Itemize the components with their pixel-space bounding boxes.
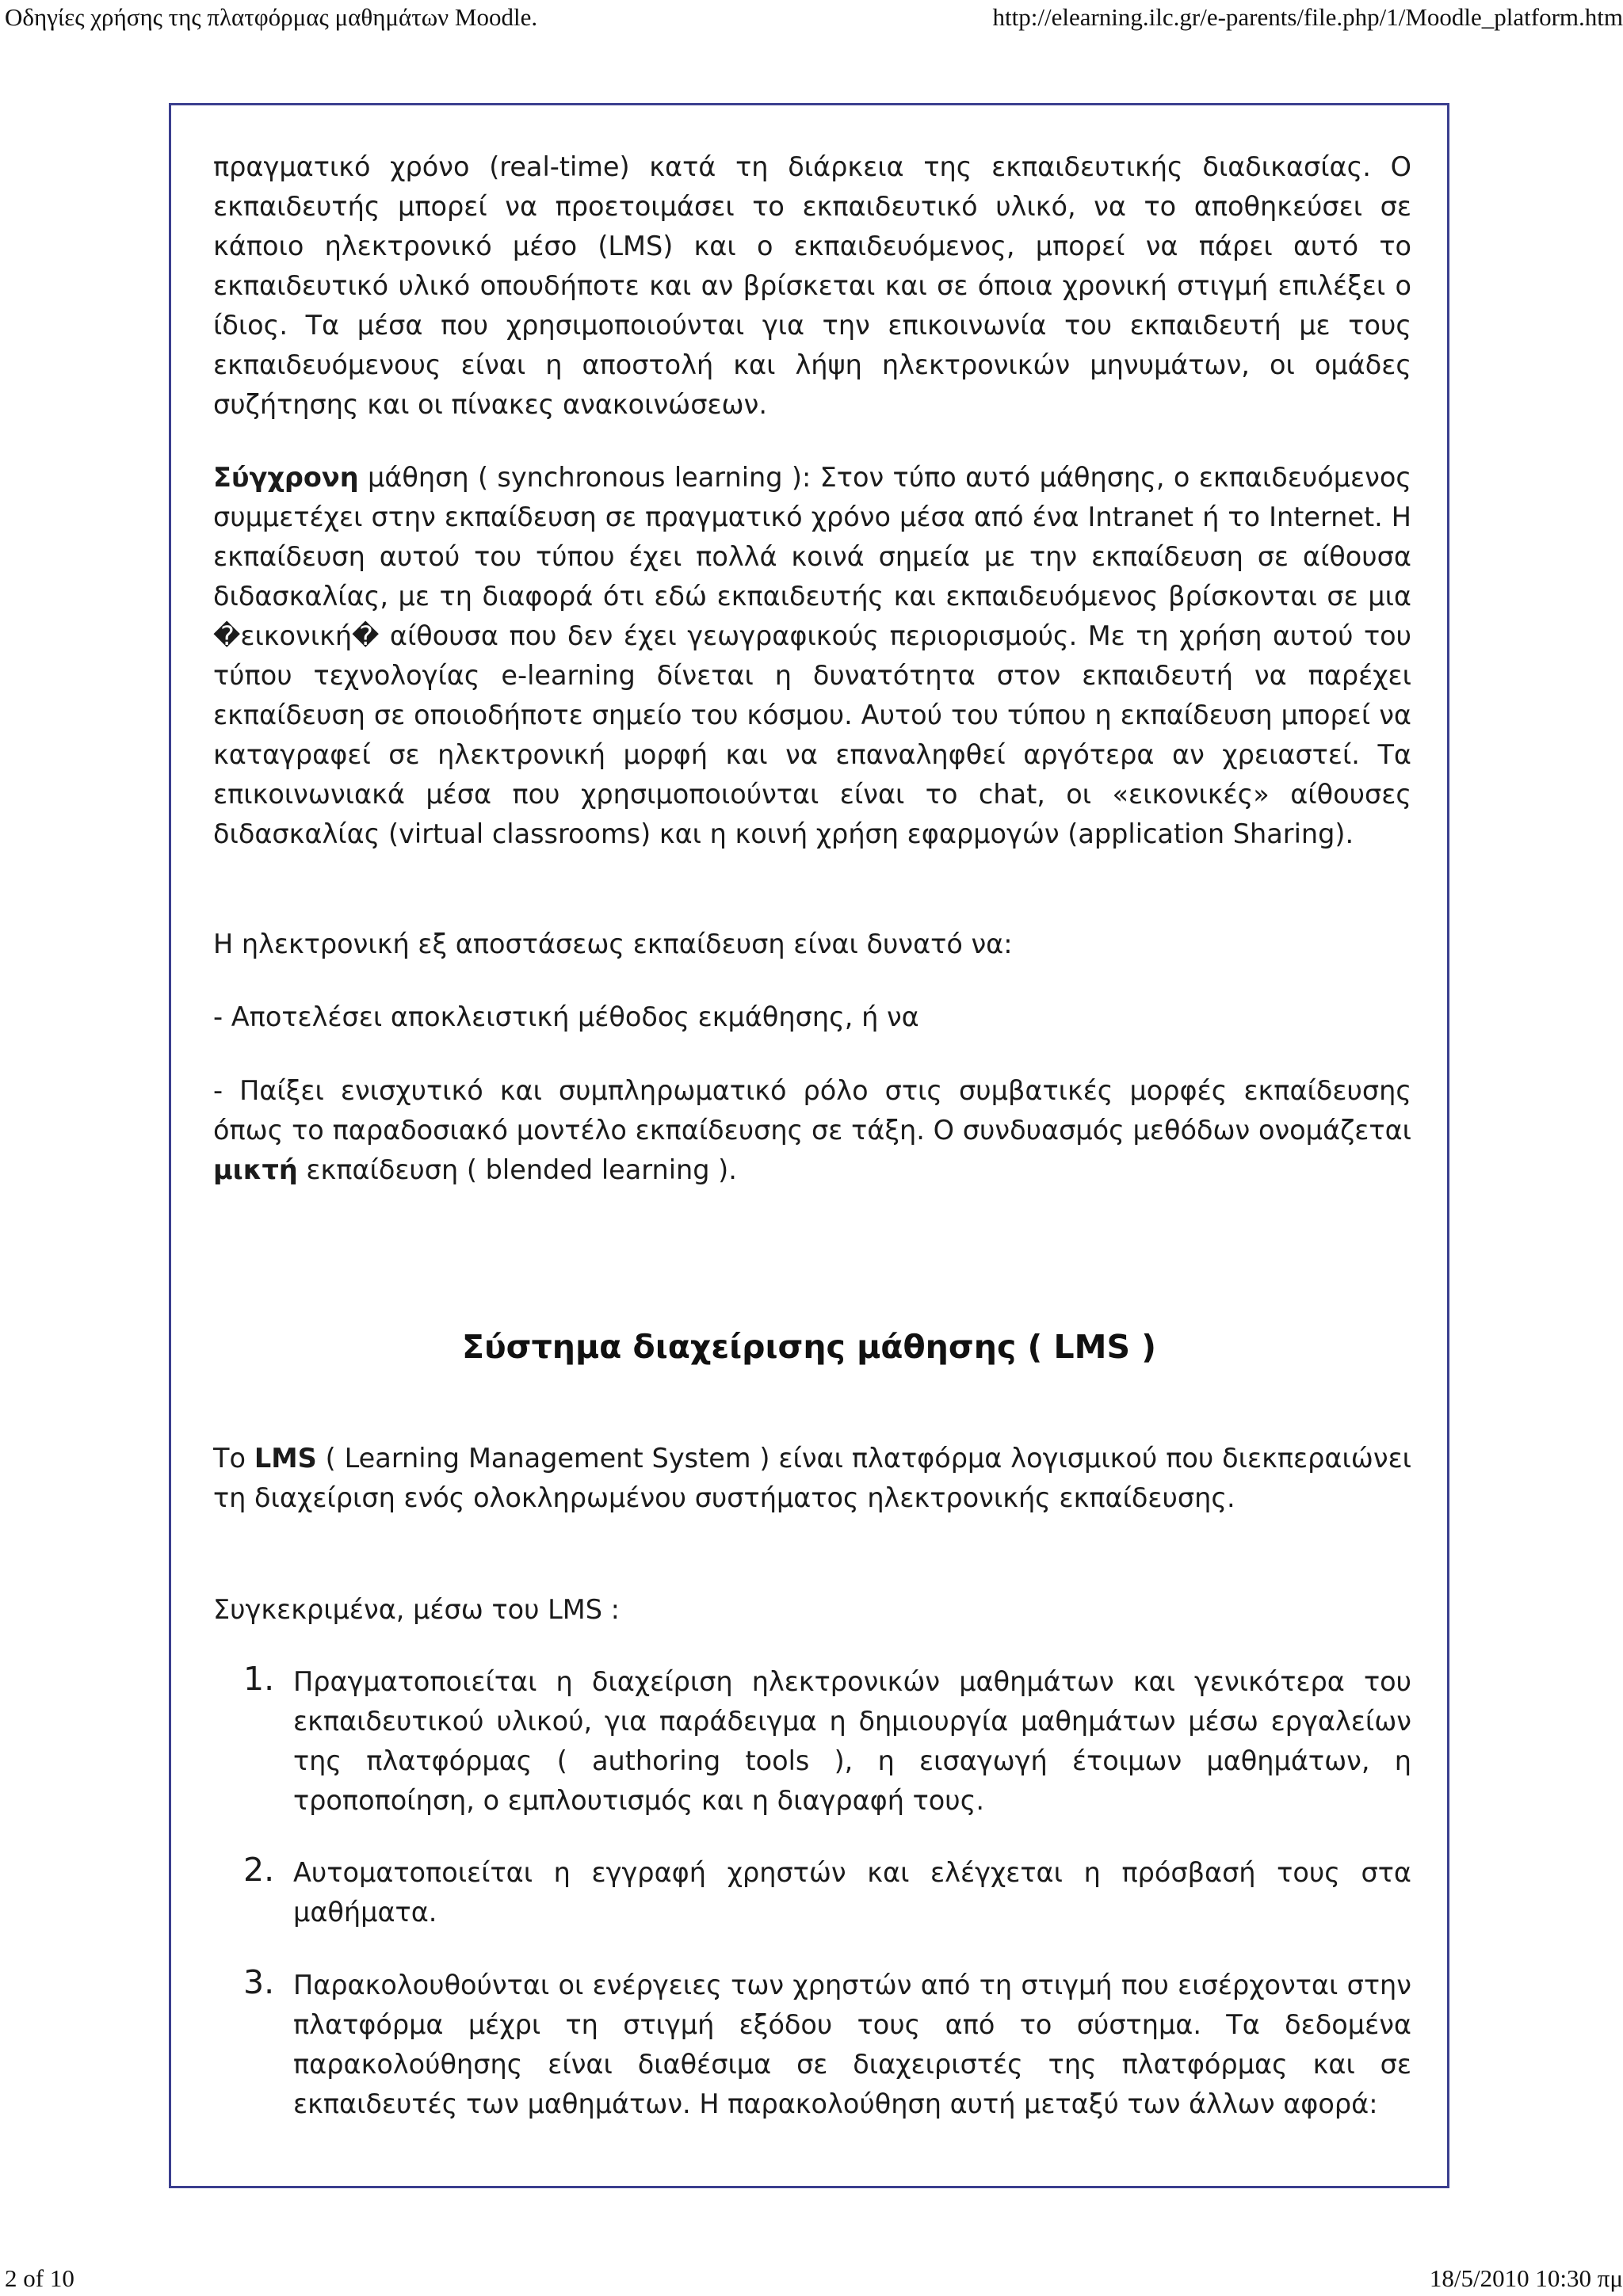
paragraph-text: πραγματικό χρόνο (real-time) κατά τη διάρκεια της εκπαιδευτικής διαδικασίας. Ο εκπαιδευτής μπορεί να προετοιμάσει το εκπαιδευτικό υλικό, να το αποθηκεύσει σε κάποιο ηλεκτρονικό μέσο (LMS) και ο εκπαιδευόμενος, μπορεί να πάρει αυτό το εκπαιδευτικό υλικό οπουδήποτε και αν βρίσκεται και σε όποια χρονική στιγμή επιλέξει ο ίδιος. Τα μέσα που χρησιμοποιούνται για την επικοινωνία του εκπαιδευτή με τους εκπαιδευόμενους είναι η αποστολή και λήψη ηλεκτρονικών μηνυμάτων, οι ομάδες συζήτησης και οι πίνακες ανακοινώσεων. — [213, 151, 1411, 420]
paragraph-text-end: ( Learning Management System ) είναι πλατφόρμα λογισμικού που διεκπεραιώνει τη διαχείριση ενός ολοκληρωμένου συστήματος ηλεκτρονικής εκπαίδευσης. — [213, 1443, 1412, 1513]
term-lms: LMS — [254, 1443, 317, 1474]
list-item — [213, 1853, 1411, 1932]
paragraph-option-exclusive — [213, 997, 1411, 1037]
paragraph-text: - Αποτελέσει αποκλειστική μέθοδος εκμάθησης, ή να — [213, 1001, 919, 1032]
paragraph-synchronous-learning — [213, 458, 1411, 854]
page-number: 2 of 10 — [5, 2264, 74, 2292]
list-item-text: Πραγματοποιείται η διαχείριση ηλεκτρονικών μαθημάτων και γενικότερα του εκπαιδευτικού υλικού, για παράδειγμα η δημιουργία μαθημάτων μέσω εργαλείων της πλατφόρμας ( authoring tools ), η εισαγωγή έτοιμων μαθημάτων, η τροποποίηση, ο εμπλουτισμός και η διαγραφή τους. — [293, 1666, 1411, 1816]
paragraph-option-blended — [213, 1071, 1411, 1190]
list-item — [213, 1662, 1411, 1821]
paragraph-text: Το — [213, 1443, 254, 1474]
paragraph-text: Η ηλεκτρονική εξ αποστάσεως εκπαίδευση είναι δυνατό να: — [213, 929, 1013, 959]
paragraph-text: Συγκεκριμένα, μέσω του LMS : — [213, 1594, 620, 1625]
list-item-text: Αυτοματοποιείται η εγγραφή χρηστών και ελέγχεται η πρόσβασή τους στα μαθήματα. — [293, 1857, 1411, 1928]
term-mixed: μικτή — [213, 1154, 298, 1185]
list-item — [213, 1963, 1411, 2124]
section-heading-lms: Σύστημα διαχείρισης μάθησης ( LMS ) — [461, 1328, 1157, 1366]
paragraph-intro-options — [213, 925, 1411, 964]
list-item-number: 3. — [243, 1963, 275, 2001]
paragraph-text: - Παίξει ενισχυτικό και συμπληρωματικό ρόλο στις συμβατικές μορφές εκπαίδευσης όπως το παραδοσιακό μοντέλο εκπαίδευσης σε τάξη. Ο συνδυασμός μεθόδων ονομάζεται — [213, 1075, 1411, 1146]
term-synchronous: Σύγχρονη — [213, 462, 359, 493]
list-item-text: Παρακολουθούνται οι ενέργειες των χρηστών από τη στιγμή που εισέρχονται στην πλατφόρμα μέχρι τη στιγμή εξόδου τους από το σύστημα. Τα δεδομένα παρακολούθησης είναι διαθέσιμα σε διαχειριστές της πλατφόρμας και σε εκπαιδευτές των μαθημάτων. Η παρακολούθηση αυτή μεταξύ των άλλων αφορά: — [293, 1970, 1411, 2119]
paragraph-lms-intro — [213, 1590, 1411, 1630]
document-title: Οδηγίες χρήσης της πλατφόρμας μαθημάτων Moodle. — [5, 3, 538, 31]
paragraph-text: μάθηση ( synchronous learning ): Στον τύπο αυτό μάθησης, ο εκπαιδευόμενος συμμετέχει στην εκπαίδευση σε πραγματικό χρόνο μέσα από ένα Intranet ή το Internet. Η εκπαίδευση αυτού του τύπου έχει πολλά κοινά σημεία με την εκπαίδευση σε αίθουσα διδασκαλίας, με τη διαφορά ότι εδώ εκπαιδευτής και εκπαιδευόμενος βρίσκονται σε μια �εικονική� αίθουσα που δεν έχει γεωγραφικούς περιορισμούς. Με τη χρήση αυτού του τύπου τεχνολογίας e-learning δίνεται η δυνατότητα στον εκπαιδευτή να παρέχει εκπαίδευση σε οποιοδήποτε σημείο του κόσμου. Αυτού του τύπου η εκπαίδευση μπορεί να καταγραφεί σε ηλεκτρονική μορφή και να επαναληφθεί αργότερα αν χρειαστεί. Τα επικοινωνιακά μέσα που χρησιμοποιούνται είναι το chat, οι «εικονικές» αίθουσες διδασκαλίας (virtual classrooms) και η κοινή χρήση εφαρμογών (application Sharing). — [213, 462, 1411, 849]
paragraph-text-end: εκπαίδευση ( blended learning ). — [297, 1154, 737, 1185]
list-item-number: 2. — [243, 1851, 275, 1889]
paragraph-lms-definition — [213, 1439, 1411, 1518]
print-datetime: 18/5/2010 10:30 πμ — [1429, 2264, 1623, 2292]
document-url: http://elearning.ilc.gr/e-parents/file.php/1/Moodle_platform.htm — [992, 3, 1623, 31]
paragraph-realtime — [213, 147, 1411, 425]
list-item-number: 1. — [243, 1660, 275, 1698]
